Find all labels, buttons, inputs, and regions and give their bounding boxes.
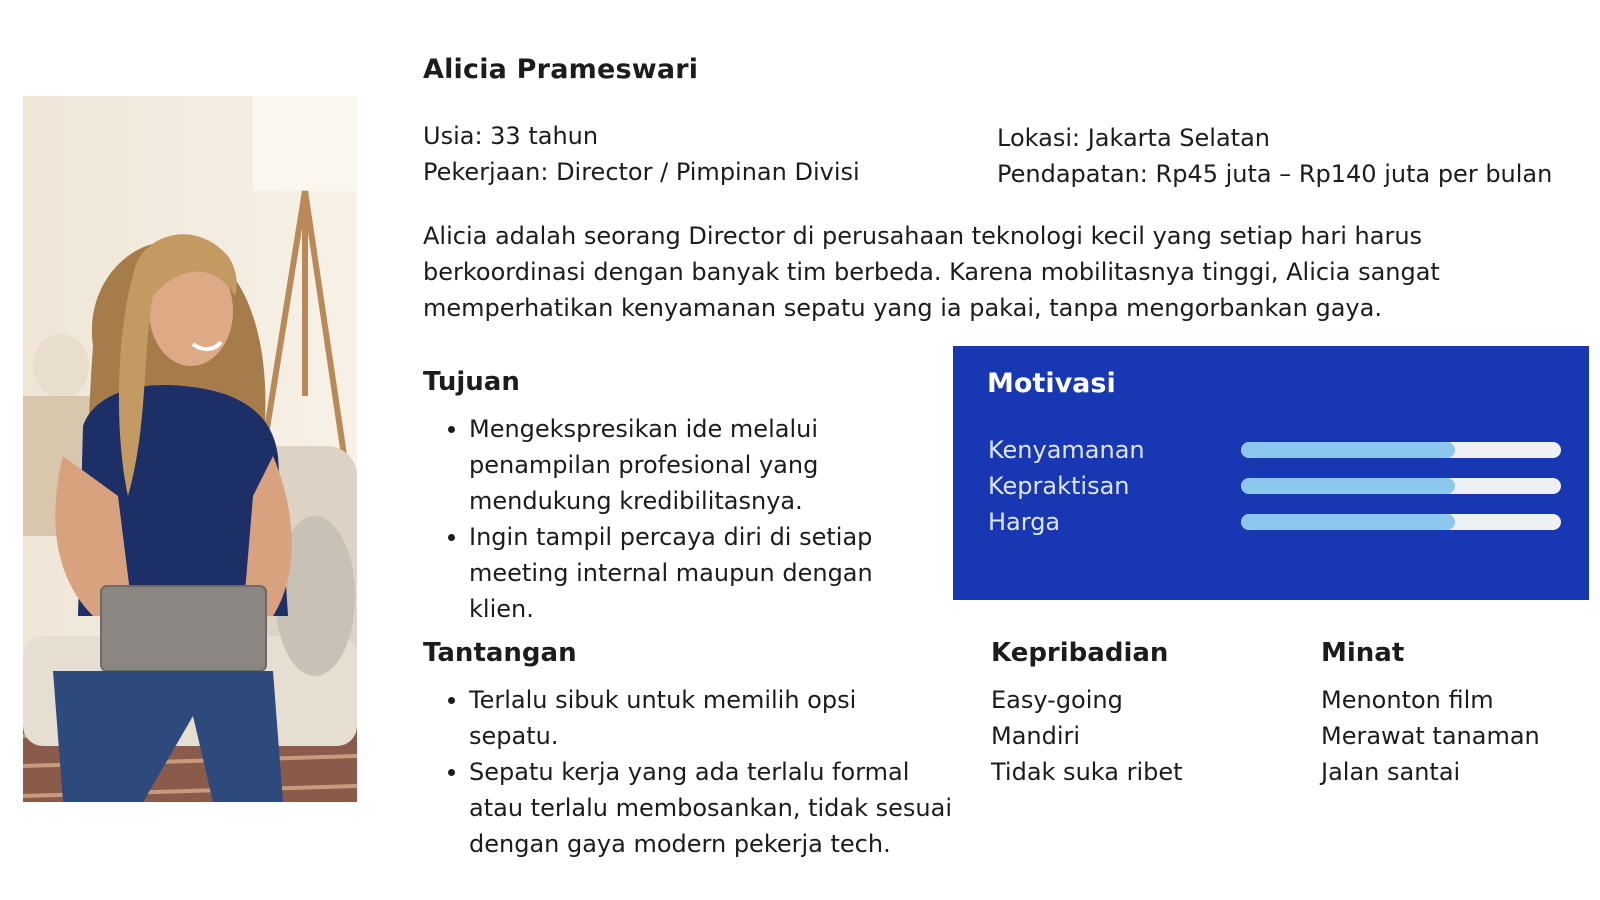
- tujuan-list: [423, 411, 903, 627]
- motivasi-label: Kepraktisan: [988, 472, 1130, 500]
- bio-line: berkoordinasi dengan banyak tim berbeda. Karena mobilitasnya tinggi, Alicia sangat: [423, 258, 1440, 286]
- tantangan-list: [423, 682, 963, 862]
- kepribadian-heading: Kepribadian: [991, 638, 1169, 668]
- kepribadian-item: Mandiri: [991, 722, 1081, 750]
- tantangan-item-line: dengan gaya modern pekerja tech.: [469, 830, 891, 858]
- motivasi-row: [988, 468, 1568, 504]
- persona-job: Pekerjaan: Director / Pimpinan Divisi: [423, 158, 860, 186]
- kepribadian-item: Easy-going: [991, 686, 1123, 714]
- motivasi-label: Kenyamanan: [988, 436, 1145, 464]
- minat-item: Jalan santai: [1321, 758, 1461, 786]
- persona-info-left: [423, 118, 860, 190]
- tujuan-heading: Tujuan: [423, 367, 520, 397]
- motivasi-bar-fill: [1241, 478, 1455, 494]
- minat-heading: Minat: [1321, 638, 1405, 668]
- persona-age: Usia: 33 tahun: [423, 122, 599, 150]
- kepribadian-list: [991, 682, 1183, 790]
- tujuan-item: [423, 411, 903, 519]
- persona-location: Lokasi: Jakarta Selatan: [997, 124, 1270, 152]
- tantangan-item-line: Sepatu kerja yang ada terlalu formal: [469, 758, 910, 786]
- persona-photo: [23, 96, 357, 802]
- persona-bio: [423, 218, 1543, 326]
- tujuan-item: [423, 519, 903, 627]
- motivasi-row: [988, 504, 1568, 540]
- tantangan-item-line: Terlalu sibuk untuk memilih opsi: [469, 686, 857, 714]
- tantangan-heading: Tantangan: [423, 638, 577, 668]
- tujuan-item-line: Mengekspresikan ide melalui: [469, 415, 818, 443]
- tujuan-item-line: klien.: [469, 595, 534, 623]
- kepribadian-item: Tidak suka ribet: [991, 758, 1183, 786]
- motivasi-bar-track: [1241, 442, 1561, 458]
- minat-item: Merawat tanaman: [1321, 722, 1540, 750]
- motivasi-bar-track: [1241, 514, 1561, 530]
- minat-item: Menonton film: [1321, 686, 1494, 714]
- tujuan-item-line: mendukung kredibilitasnya.: [469, 487, 803, 515]
- motivasi-bar-fill: [1241, 442, 1455, 458]
- persona-income: Pendapatan: Rp45 juta – Rp140 juta per bulan: [997, 160, 1553, 188]
- tantangan-item-line: atau terlalu membosankan, tidak sesuai: [469, 794, 953, 822]
- tantangan-item: [423, 754, 963, 862]
- motivasi-bar-track: [1241, 478, 1561, 494]
- tujuan-item-line: Ingin tampil percaya diri di setiap: [469, 523, 873, 551]
- minat-list: [1321, 682, 1540, 790]
- persona-info-right: [997, 120, 1552, 192]
- persona-name: Alicia Prameswari: [423, 54, 699, 85]
- bio-line: memperhatikan kenyamanan sepatu yang ia pakai, tanpa mengorbankan gaya.: [423, 294, 1382, 322]
- motivasi-label: Harga: [988, 508, 1061, 536]
- tantangan-item-line: sepatu.: [469, 722, 559, 750]
- tujuan-item-line: penampilan profesional yang: [469, 451, 819, 479]
- tantangan-item: [423, 682, 963, 754]
- tujuan-item-line: meeting internal maupun dengan: [469, 559, 873, 587]
- motivasi-title: Motivasi: [987, 368, 1116, 399]
- bio-line: Alicia adalah seorang Director di perusahaan teknologi kecil yang setiap hari harus: [423, 222, 1423, 250]
- motivasi-row: [988, 432, 1568, 468]
- motivasi-bar-fill: [1241, 514, 1455, 530]
- motivasi-panel: [953, 346, 1589, 600]
